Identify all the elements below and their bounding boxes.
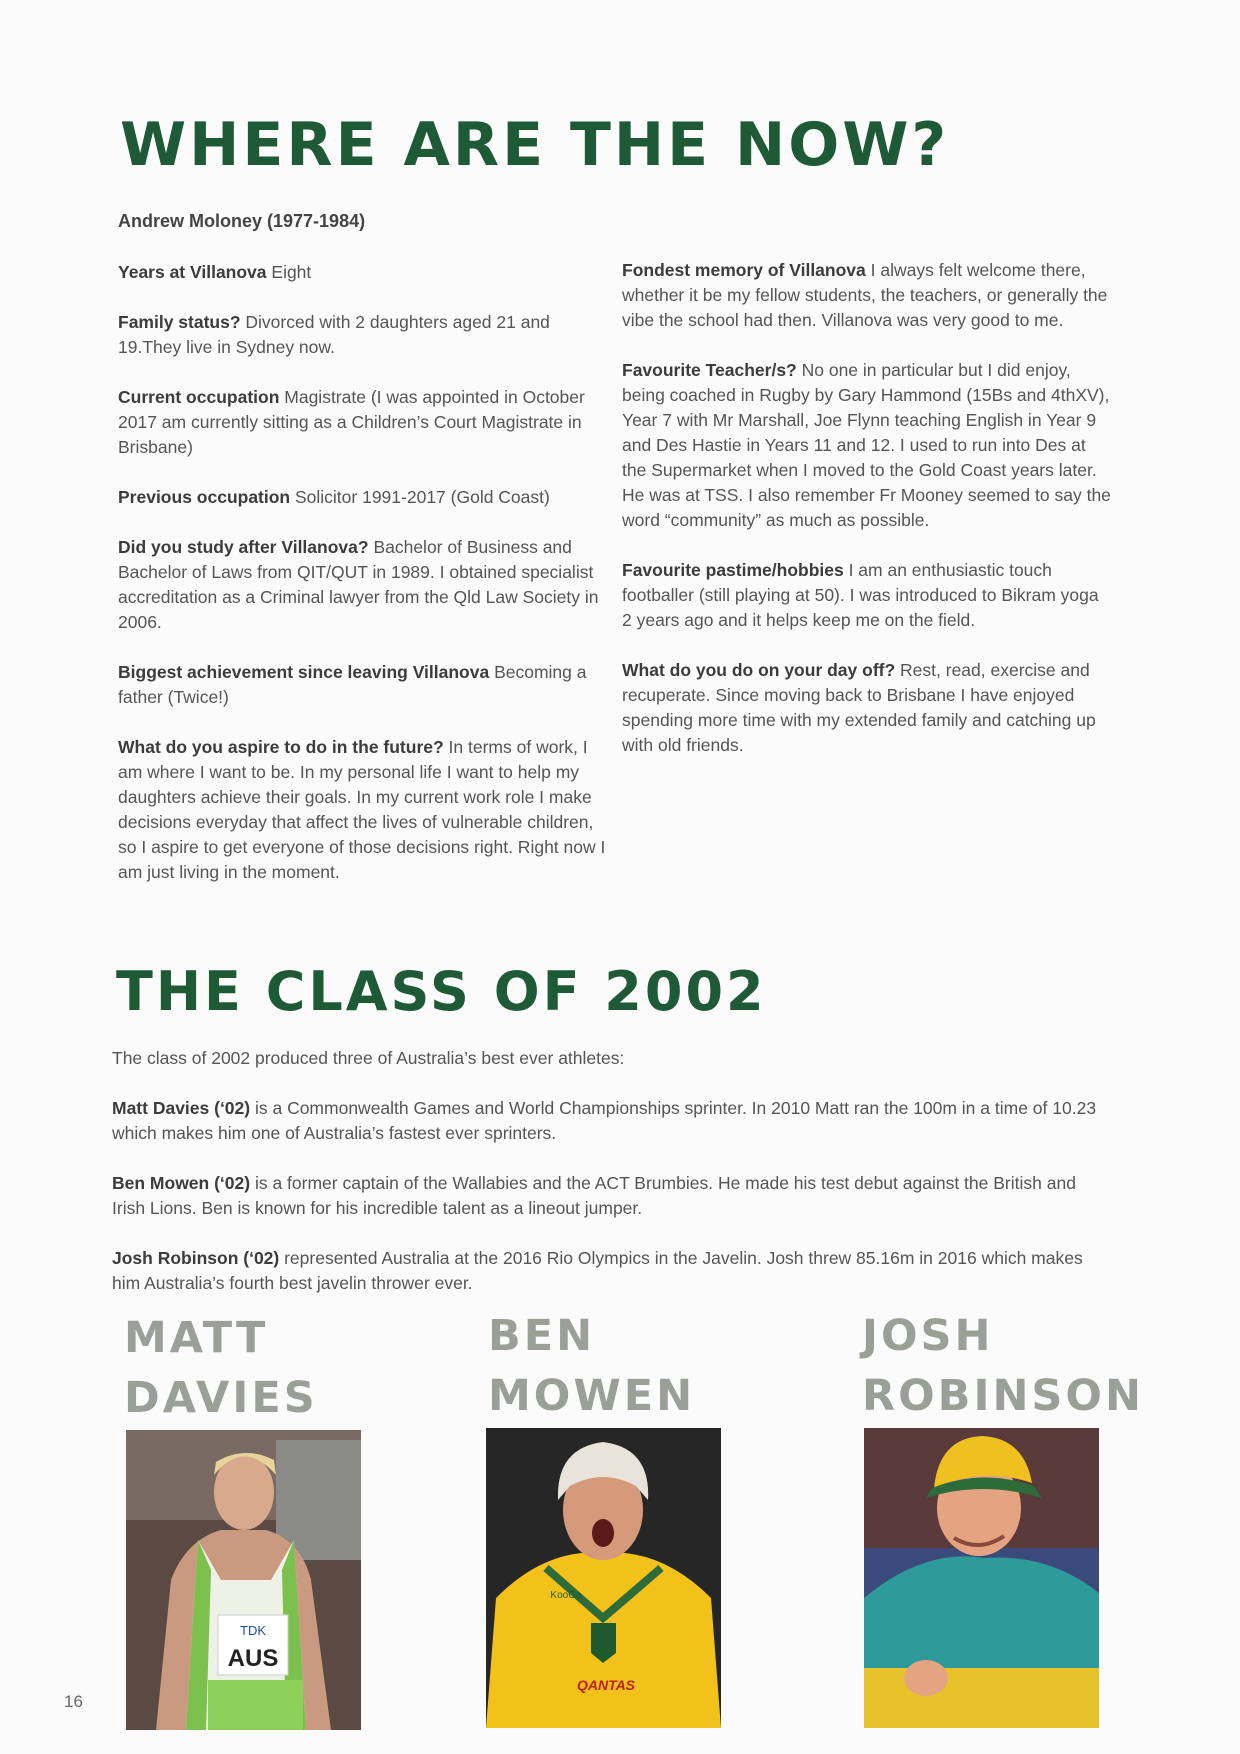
qa-item: Biggest achievement since leaving Villanova Becoming a father (Twice!): [118, 662, 587, 707]
athlete-bio: Josh Robinson (‘02) represented Australia at the 2016 Rio Olympics in the Javelin. Josh threw 85.16m in 2016 which makes him Australia’s fourth best javelin thrower ever.: [112, 1248, 1083, 1293]
athlete-bio: Ben Mowen (‘02) is a former captain of the Wallabies and the ACT Brumbies. He made his test debut against the British and Irish Lions. Ben is known for his incredible talent as a lineout jumper.: [112, 1173, 1076, 1218]
profile-name: Andrew Moloney (1977-1984): [118, 211, 366, 231]
qa-item: Previous occupation Solicitor 1991-2017 (Gold Coast): [118, 487, 550, 507]
qa-item: Family status? Divorced with 2 daughters aged 21 and 19.They live in Sydney now.: [118, 312, 550, 357]
athlete-name-matt-davies: MATT DAVIES: [124, 1313, 318, 1423]
class-intro: The class of 2002 produced three of Australia’s best ever athletes:: [112, 1048, 625, 1068]
athlete-bio: Matt Davies (‘02) is a Commonwealth Games and World Championships sprinter. In 2010 Matt ran the 100m in a time of 10.23 which makes him one of Australia’s fastest ever sprinters.: [112, 1098, 1097, 1143]
jersey-sponsor: QANTAS: [576, 1677, 636, 1693]
qa-item: What do you aspire to do in the future? In terms of work, I am where I want to be. In my personal life I want to help my daughters achieve their goals. In my current work role I make decisions everyday that affect the lives of vulnerable children, so I aspire to get everyone of those decisions right. Right now I am just living in the moment.: [118, 737, 606, 882]
qa-item: Favourite pastime/hobbies I am an enthusiastic touch footballer (still playing at 50). I was introduced to Bikram yoga 2 years ago and it helps keep me on the field.: [622, 560, 1099, 630]
qa-item: What do you do on your day off? Rest, read, exercise and recuperate. Since moving back to Brisbane I have enjoyed spending more time with my extended family and catching up with old friends.: [622, 660, 1096, 755]
athlete-name-ben-mowen: BEN MOWEN: [488, 1311, 696, 1421]
athlete-name-josh-robinson: JOSH ROBINSON: [862, 1311, 1144, 1421]
qa-item: Favourite Teacher/s? No one in particular but I did enjoy, being coached in Rugby by Gary Hammond (15Bs and 4thXV), Year 7 with Mr Marshall, Joe Flynn teaching English in Year 9 and Des Hastie in Years 11 and 12. I used to run into Des at the Supermarket when I moved to the Gold Coast years later. He was at TSS. I also remember Fr Mooney seemed to say the word “community” as much as possible.: [622, 360, 1111, 530]
class-2002-text: [112, 1046, 1112, 1321]
section-title: THE CLASS OF 2002: [116, 960, 767, 1023]
athlete-photo-ben-mowen: [486, 1428, 721, 1728]
bib-sponsor: TDK: [240, 1623, 266, 1638]
athlete-photo-matt-davies: [126, 1430, 361, 1730]
qa-item: Did you study after Villanova? Bachelor of Business and Bachelor of Laws from QIT/QUT in 1989. I obtained specialist accreditation as a Criminal lawyer from the Qld Law Society in 2006.: [118, 537, 599, 632]
profile-left-column: [118, 260, 608, 910]
page-number: 16: [64, 1692, 83, 1711]
athlete-photo-josh-robinson: [864, 1428, 1099, 1728]
qa-item: Fondest memory of Villanova I always felt welcome there, whether it be my fellow students, the teachers, or generally the vibe the school had then. Villanova was very good to me.: [622, 260, 1108, 330]
jersey-brand: KooGa: [550, 1590, 582, 1601]
page-title: WHERE ARE THE NOW?: [120, 110, 950, 180]
profile-right-column: [622, 258, 1112, 783]
qa-item: Years at Villanova Eight: [118, 262, 312, 282]
bib-country: AUS: [227, 1645, 279, 1672]
qa-item: Current occupation Magistrate (I was appointed in October 2017 am currently sitting as a Children’s Court Magistrate in Brisbane): [118, 387, 585, 457]
